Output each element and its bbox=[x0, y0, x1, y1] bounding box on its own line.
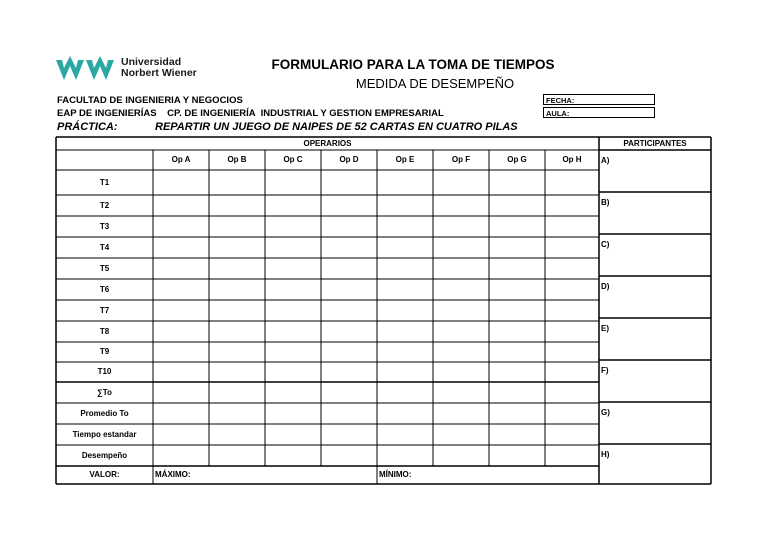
column-header-5: Op E bbox=[395, 155, 415, 164]
row-label-11: ∑To bbox=[97, 387, 112, 397]
page-title: FORMULARIO PARA LA TOMA DE TIEMPOS bbox=[271, 57, 555, 72]
school-line: EAP DE INGENIERÍAS CP. DE INGENIERÍA INDUSTRIAL Y GESTION EMPRESARIAL bbox=[57, 108, 444, 119]
university-name: Universidad Norbert Wiener bbox=[121, 56, 197, 79]
page-subtitle: MEDIDA DE DESEMPEÑO bbox=[355, 76, 515, 91]
row-label-9: T9 bbox=[99, 347, 110, 356]
participant-label-2: B) bbox=[601, 198, 610, 207]
row-label-6: T6 bbox=[99, 284, 110, 294]
row-label-5: T5 bbox=[99, 263, 110, 273]
row-label-8: T8 bbox=[99, 326, 110, 336]
practica-label: PRÁCTICA: bbox=[57, 121, 118, 133]
valor-label: VALOR: bbox=[89, 470, 120, 479]
column-header-2: Op B bbox=[227, 155, 247, 164]
practica-value: REPARTIR UN JUEGO DE NAIPES DE 52 CARTAS EN CUATRO PILAS bbox=[155, 121, 518, 133]
row-label-4: T4 bbox=[99, 242, 110, 252]
column-header-4: Op D bbox=[339, 155, 359, 164]
aula-label: AULA: bbox=[546, 109, 570, 118]
participant-label-8: H) bbox=[601, 450, 610, 459]
column-header-1: Op A bbox=[171, 155, 191, 164]
row-label-1: T1 bbox=[99, 177, 110, 187]
participant-label-7: G) bbox=[601, 408, 610, 417]
minimo-label: MÍNIMO: bbox=[379, 470, 412, 479]
column-header-8: Op H bbox=[562, 155, 582, 164]
participant-label-1: A) bbox=[601, 156, 610, 165]
row-label-10: T10 bbox=[97, 367, 112, 376]
row-label-3: T3 bbox=[99, 221, 110, 231]
operarios-header: OPERARIOS bbox=[303, 139, 352, 148]
maximo-label: MÁXIMO: bbox=[155, 470, 191, 479]
participant-label-4: D) bbox=[601, 282, 610, 291]
participantes-header: PARTICIPANTES bbox=[623, 139, 687, 148]
row-label-7: T7 bbox=[99, 305, 110, 315]
row-label-12: Promedio To bbox=[80, 408, 129, 418]
column-header-3: Op C bbox=[283, 155, 303, 164]
faculty-line: FACULTAD DE INGENIERIA Y NEGOCIOS bbox=[57, 95, 243, 106]
row-label-2: T2 bbox=[99, 200, 110, 210]
row-label-13: Tiempo estandar bbox=[72, 429, 137, 439]
row-label-14: Desempeño bbox=[81, 450, 128, 460]
fecha-label: FECHA: bbox=[546, 96, 575, 105]
participant-label-3: C) bbox=[601, 240, 610, 249]
column-header-6: Op F bbox=[451, 155, 471, 164]
participant-label-5: E) bbox=[601, 324, 609, 333]
participant-label-6: F) bbox=[601, 366, 609, 375]
column-header-7: Op G bbox=[507, 155, 527, 164]
